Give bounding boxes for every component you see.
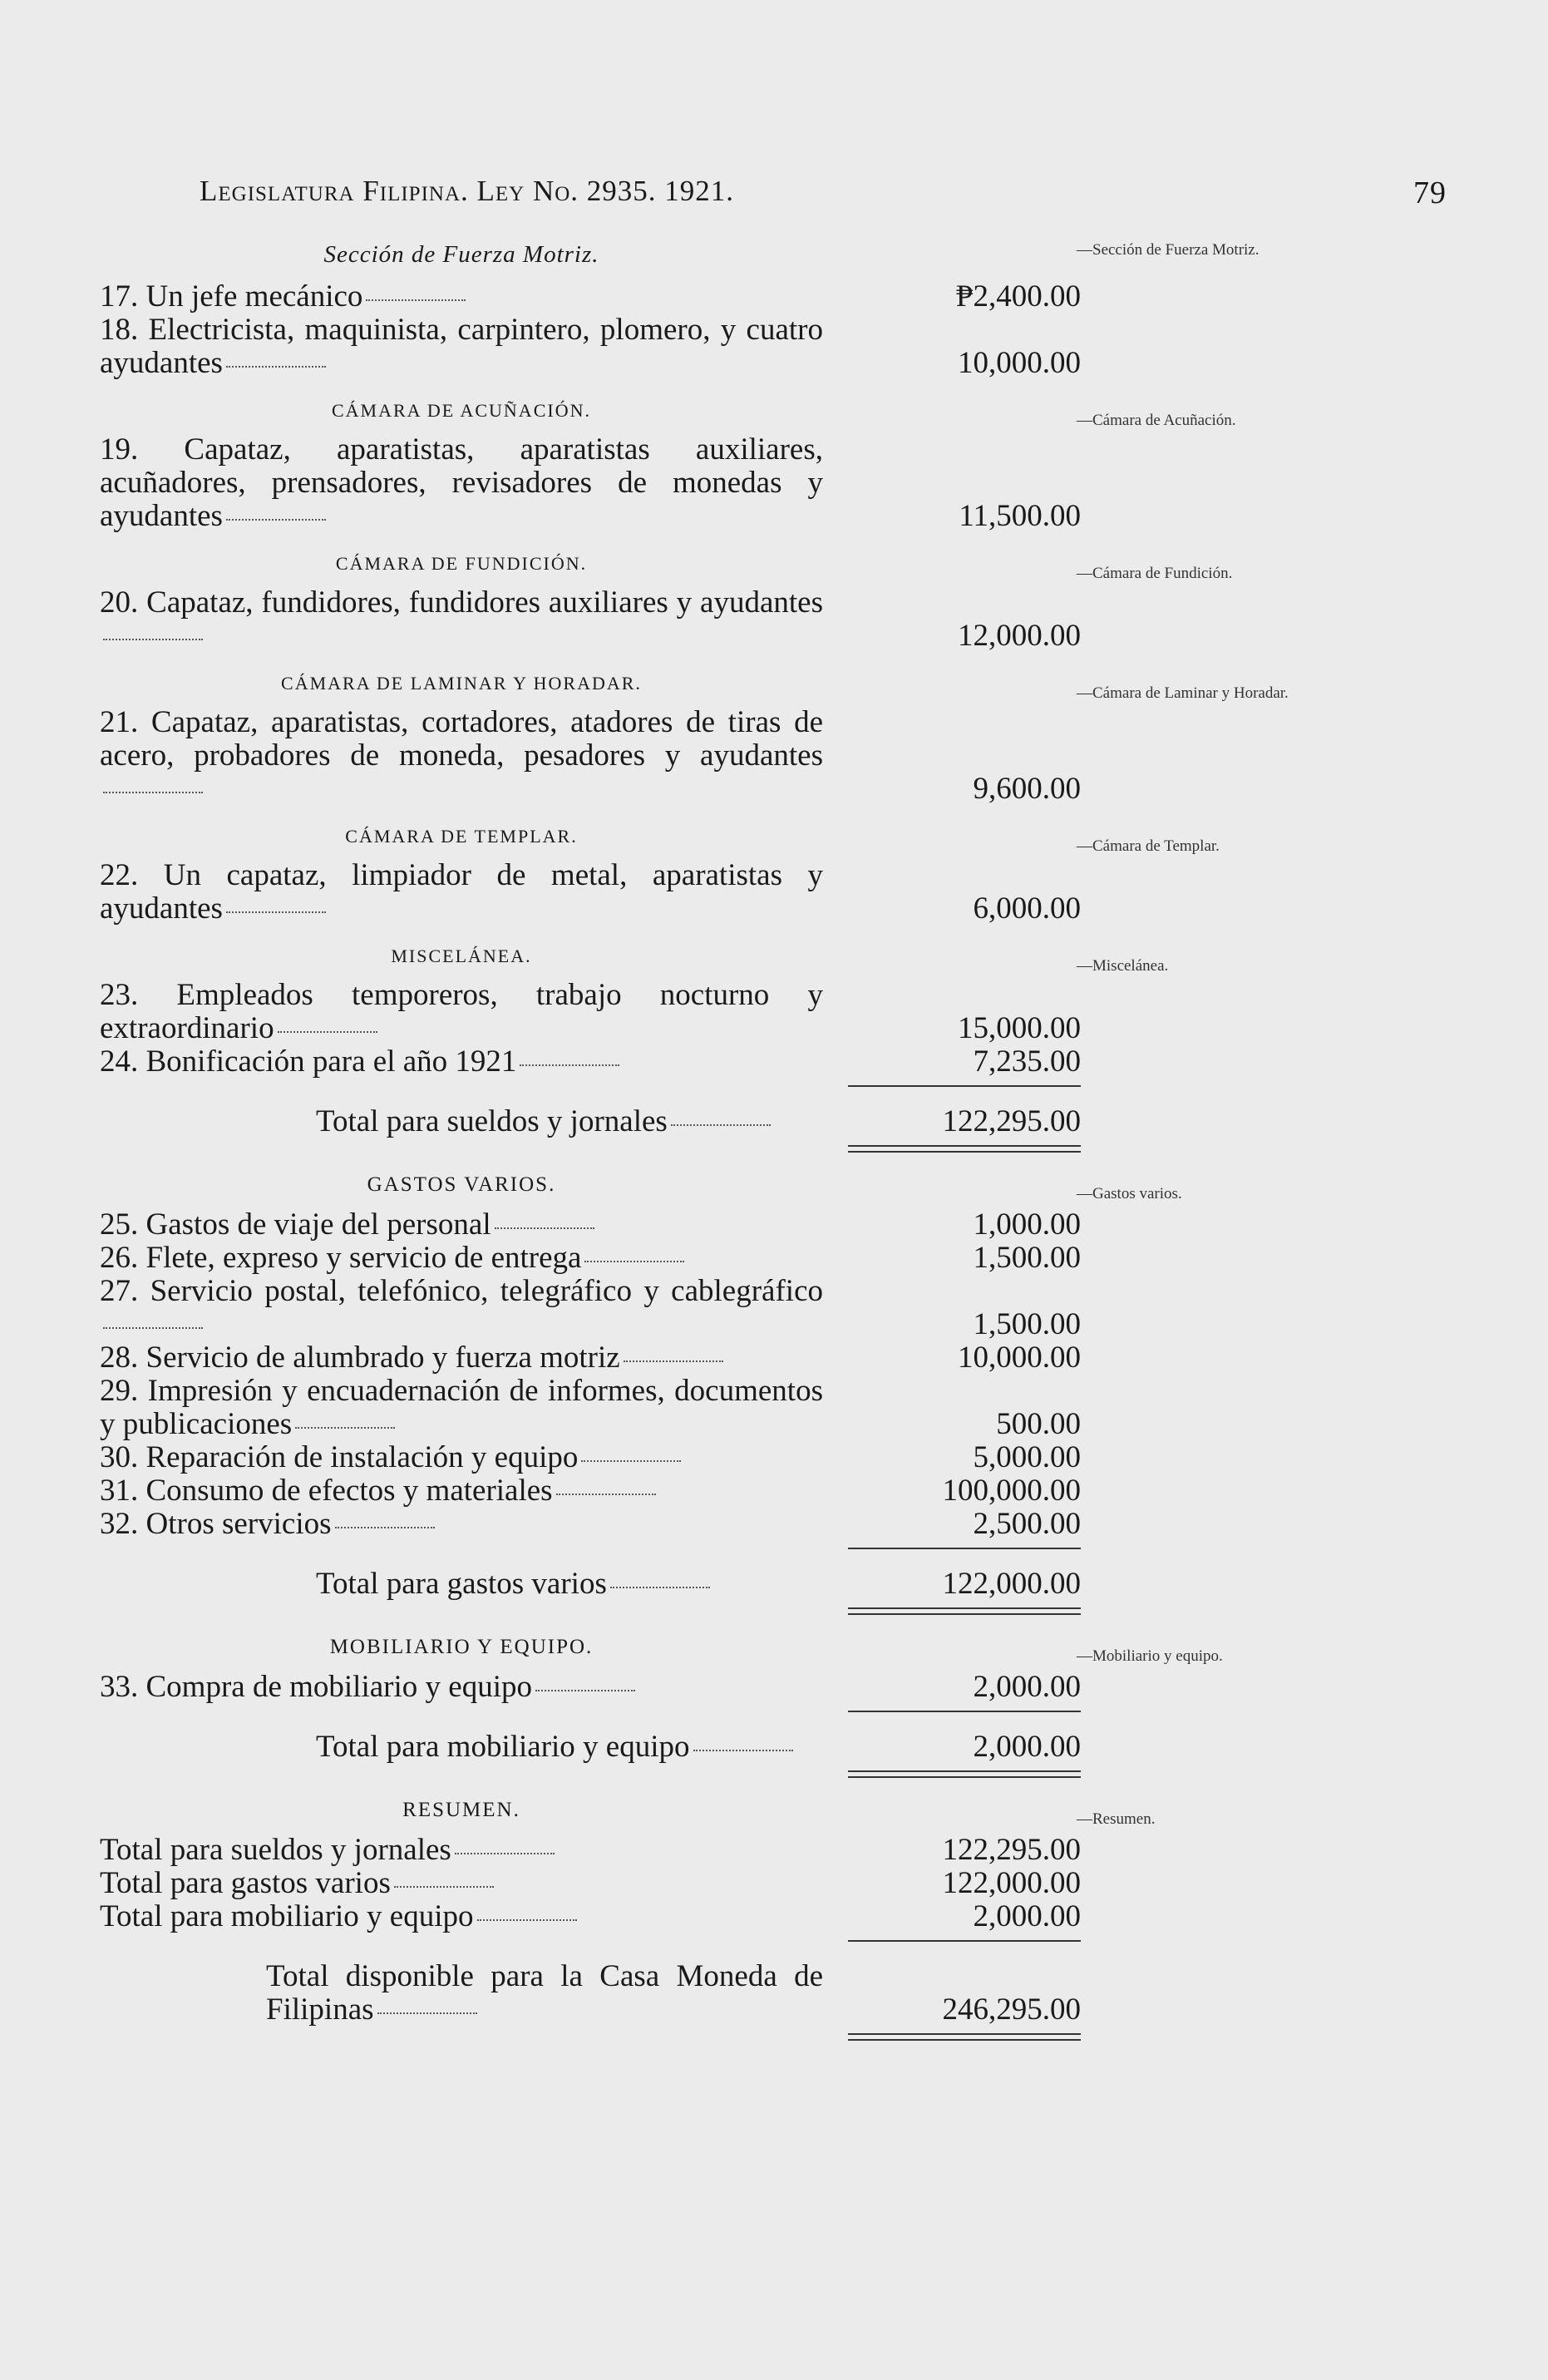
budget-section bbox=[100, 826, 1220, 926]
line-item-label: 33. Compra de mobiliario y equipo bbox=[100, 1670, 532, 1704]
section-heading: CÁMARA DE ACUÑACIÓN. bbox=[332, 400, 591, 421]
line-item-label: 29. Impresión y encuadernación de informes, documentos y publicaciones bbox=[100, 1374, 823, 1441]
dot-leader bbox=[477, 1919, 577, 1921]
line-item-amount: ₱2,400.00 bbox=[955, 279, 1081, 314]
dot-leader bbox=[394, 1886, 494, 1888]
single-rule bbox=[100, 1933, 1081, 1948]
line-item-label: 21. Capataz, aparatistas, cortadores, atadores de tiras de acero, probadores de moneda, pesadores y ayudantes bbox=[100, 705, 823, 773]
dot-leader bbox=[581, 1460, 681, 1462]
margin-note: —Mobiliario y equipo. bbox=[1077, 1647, 1223, 1665]
line-item-amount: 7,235.00 bbox=[973, 1044, 1081, 1079]
line-item-label: 24. Bonificación para el año 1921 bbox=[100, 1044, 517, 1079]
line-item-label: Total para gastos varios bbox=[100, 1866, 391, 1900]
line-item-amount: 100,000.00 bbox=[942, 1474, 1081, 1508]
line-item bbox=[100, 314, 1081, 380]
line-item-label: 20. Capataz, fundidores, fundidores auxiliares y ayudantes bbox=[100, 585, 823, 620]
line-item-text bbox=[100, 859, 823, 926]
section-heading: CÁMARA DE FUNDICIÓN. bbox=[335, 553, 588, 574]
line-item-amount: 2,000.00 bbox=[973, 1899, 1081, 1933]
line-item-label: Total para mobiliario y equipo bbox=[100, 1899, 474, 1933]
line-item-amount: 1,000.00 bbox=[973, 1207, 1081, 1242]
line-item-amount: 9,600.00 bbox=[973, 772, 1081, 806]
rule-line bbox=[848, 1607, 1081, 1615]
line-item-text bbox=[100, 1341, 823, 1375]
line-item-text bbox=[100, 1474, 823, 1508]
dot-leader bbox=[226, 366, 326, 368]
dot-leader bbox=[335, 1527, 435, 1528]
spacer bbox=[100, 1948, 1081, 1960]
line-item-text bbox=[100, 433, 823, 533]
dot-leader bbox=[103, 792, 203, 793]
margin-note: —Cámara de Laminar y Horadar. bbox=[1077, 684, 1289, 702]
line-item-text bbox=[100, 1375, 823, 1441]
line-item bbox=[100, 1731, 1081, 1764]
line-item-text bbox=[100, 1671, 823, 1704]
line-item-text bbox=[100, 1867, 823, 1900]
line-item-amount: 5,000.00 bbox=[973, 1440, 1081, 1474]
line-item-amount: 1,500.00 bbox=[973, 1241, 1081, 1275]
dot-leader bbox=[693, 1750, 793, 1751]
margin-note: —Gastos varios. bbox=[1077, 1185, 1182, 1202]
line-item-text bbox=[100, 1275, 823, 1341]
double-rule bbox=[100, 2027, 1081, 2042]
line-item bbox=[100, 1834, 1081, 1867]
line-item-text bbox=[100, 1568, 823, 1601]
page-number: 79 bbox=[1413, 175, 1447, 210]
rule-line bbox=[848, 1085, 1081, 1087]
line-item-label: 22. Un capataz, limpiador de metal, aparatistas y ayudantes bbox=[100, 858, 823, 926]
line-item-amount: 11,500.00 bbox=[959, 499, 1081, 533]
section-heading: RESUMEN. bbox=[402, 1799, 520, 1821]
line-item-label: Total para mobiliario y equipo bbox=[316, 1730, 690, 1764]
line-item-text bbox=[100, 1960, 823, 2027]
line-item bbox=[100, 1568, 1081, 1601]
double-rule bbox=[100, 1764, 1081, 1779]
line-item-text bbox=[100, 314, 823, 380]
dot-leader bbox=[610, 1587, 710, 1588]
spacer bbox=[100, 1719, 1081, 1731]
budget-section bbox=[100, 946, 1169, 1153]
dot-leader bbox=[295, 1427, 395, 1429]
dot-leader bbox=[103, 639, 203, 640]
line-item-amount: 10,000.00 bbox=[958, 346, 1081, 380]
dot-leader bbox=[278, 1031, 377, 1033]
page-header bbox=[200, 175, 1447, 216]
line-item-amount: 2,000.00 bbox=[973, 1670, 1081, 1704]
line-item-amount: 122,000.00 bbox=[942, 1866, 1081, 1900]
budget-section bbox=[100, 241, 1260, 380]
section-heading: CÁMARA DE LAMINAR Y HORADAR. bbox=[281, 673, 642, 694]
section-heading: Sección de Fuerza Motriz. bbox=[323, 241, 599, 268]
margin-note: —Miscelánea. bbox=[1077, 957, 1169, 975]
line-item bbox=[100, 1045, 1081, 1079]
line-item bbox=[100, 1441, 1081, 1474]
line-item-label: 27. Servicio postal, telefónico, telegráfico y cablegráfico bbox=[100, 1274, 823, 1308]
line-item-label: 28. Servicio de alumbrado y fuerza motriz bbox=[100, 1341, 620, 1375]
rule-line bbox=[848, 1770, 1081, 1778]
line-item bbox=[100, 1242, 1081, 1275]
line-item-text bbox=[100, 1045, 823, 1079]
margin-note: —Cámara de Acuñación. bbox=[1077, 412, 1236, 429]
dot-leader bbox=[535, 1690, 635, 1691]
margin-note: —Sección de Fuerza Motriz. bbox=[1077, 241, 1260, 259]
line-item bbox=[100, 1275, 1081, 1341]
line-item-text bbox=[100, 1508, 823, 1541]
line-item bbox=[100, 280, 1081, 314]
section-heading: MISCELÁNEA. bbox=[391, 946, 532, 966]
section-heading: MOBILIARIO Y EQUIPO. bbox=[329, 1636, 594, 1658]
line-item bbox=[100, 1671, 1081, 1704]
budget-section bbox=[100, 1799, 1156, 2042]
dot-leader bbox=[671, 1124, 771, 1126]
line-item-amount: 122,000.00 bbox=[942, 1567, 1081, 1601]
line-item bbox=[100, 586, 1081, 653]
line-item-amount: 15,000.00 bbox=[958, 1011, 1081, 1045]
single-rule bbox=[100, 1079, 1081, 1094]
margin-note: —Resumen. bbox=[1077, 1810, 1156, 1828]
line-item bbox=[100, 1341, 1081, 1375]
budget-section bbox=[100, 553, 1233, 653]
double-rule bbox=[100, 1601, 1081, 1616]
line-item-text bbox=[100, 979, 823, 1045]
document-body bbox=[100, 241, 1289, 2042]
line-item bbox=[100, 706, 1081, 806]
margin-note: —Cámara de Fundición. bbox=[1077, 565, 1233, 582]
line-item-label: Total disponible para la Casa Moneda de Filipinas bbox=[266, 1959, 823, 2027]
dot-leader bbox=[226, 519, 326, 521]
line-item bbox=[100, 1960, 1081, 2027]
line-item-amount: 12,000.00 bbox=[958, 619, 1081, 653]
line-item-text bbox=[100, 1441, 823, 1474]
rule-line bbox=[848, 1940, 1081, 1942]
line-item-amount: 122,295.00 bbox=[942, 1104, 1081, 1138]
dot-leader bbox=[455, 1853, 555, 1854]
rule-line bbox=[848, 1145, 1081, 1153]
line-item bbox=[100, 1208, 1081, 1242]
line-item-amount: 2,500.00 bbox=[973, 1507, 1081, 1541]
line-item-amount: 122,295.00 bbox=[942, 1833, 1081, 1867]
line-item-text bbox=[100, 1242, 823, 1275]
line-item-label: 26. Flete, expreso y servicio de entrega bbox=[100, 1241, 582, 1275]
line-item-label: 25. Gastos de viaje del personal bbox=[100, 1207, 491, 1242]
dot-leader bbox=[103, 1327, 203, 1329]
line-item bbox=[100, 1375, 1081, 1441]
line-item-amount: 246,295.00 bbox=[942, 1992, 1081, 2027]
line-item-text bbox=[100, 1208, 823, 1242]
budget-section bbox=[100, 400, 1236, 533]
margin-note: —Cámara de Templar. bbox=[1077, 837, 1220, 855]
line-item-label: Total para gastos varios bbox=[316, 1567, 607, 1601]
running-title: Legislatura Filipina. Ley No. 2935. 1921. bbox=[200, 175, 735, 207]
line-item bbox=[100, 1508, 1081, 1541]
line-item bbox=[100, 859, 1081, 926]
single-rule bbox=[100, 1541, 1081, 1556]
line-item-label: 19. Capataz, aparatistas, aparatistas auxiliares, acuñadores, prensadores, revisadores de monedas y ayudantes bbox=[100, 432, 823, 533]
line-item-label: 23. Empleados temporeros, trabajo nocturno y extraordinario bbox=[100, 978, 823, 1045]
line-item-amount: 6,000.00 bbox=[973, 891, 1081, 926]
single-rule bbox=[100, 1704, 1081, 1719]
rule-line bbox=[848, 1548, 1081, 1549]
line-item bbox=[100, 1867, 1081, 1900]
line-item bbox=[100, 1900, 1081, 1933]
dot-leader bbox=[624, 1360, 723, 1362]
line-item-amount: 2,000.00 bbox=[973, 1730, 1081, 1764]
line-item-label: 32. Otros servicios bbox=[100, 1507, 332, 1541]
budget-section bbox=[100, 1173, 1182, 1616]
line-item-amount: 10,000.00 bbox=[958, 1341, 1081, 1375]
line-item-label: 18. Electricista, maquinista, carpintero, plomero, y cuatro ayudantes bbox=[100, 313, 823, 380]
line-item-label: 31. Consumo de efectos y materiales bbox=[100, 1474, 553, 1508]
dot-leader bbox=[377, 2012, 477, 2014]
rule-line bbox=[848, 1711, 1081, 1712]
line-item bbox=[100, 433, 1081, 533]
dot-leader bbox=[495, 1227, 594, 1229]
dot-leader bbox=[366, 299, 466, 301]
line-item-label: Total para sueldos y jornales bbox=[100, 1833, 451, 1867]
line-item-text bbox=[100, 1105, 823, 1138]
section-heading: GASTOS VARIOS. bbox=[367, 1173, 556, 1196]
line-item bbox=[100, 1474, 1081, 1508]
line-item-label: Total para sueldos y jornales bbox=[316, 1104, 668, 1138]
double-rule bbox=[100, 1138, 1081, 1153]
line-item-text bbox=[100, 586, 823, 653]
line-item-label: 30. Reparación de instalación y equipo bbox=[100, 1440, 579, 1474]
dot-leader bbox=[584, 1261, 684, 1262]
budget-section bbox=[100, 1636, 1223, 1779]
rule-line bbox=[848, 2033, 1081, 2041]
dot-leader bbox=[226, 911, 326, 913]
line-item-amount: 500.00 bbox=[996, 1407, 1081, 1441]
line-item bbox=[100, 1105, 1081, 1138]
spacer bbox=[100, 1556, 1081, 1568]
line-item-text bbox=[100, 280, 823, 314]
dot-leader bbox=[520, 1064, 619, 1066]
line-item-text bbox=[100, 1731, 823, 1764]
dot-leader bbox=[556, 1494, 656, 1495]
line-item-label: 17. Un jefe mecánico bbox=[100, 279, 363, 314]
budget-section bbox=[100, 673, 1289, 806]
line-item bbox=[100, 979, 1081, 1045]
section-heading: CÁMARA DE TEMPLAR. bbox=[345, 826, 578, 847]
line-item-text bbox=[100, 1834, 823, 1867]
line-item-text bbox=[100, 1900, 823, 1933]
spacer bbox=[100, 1094, 1081, 1105]
line-item-amount: 1,500.00 bbox=[973, 1307, 1081, 1341]
line-item-text bbox=[100, 706, 823, 806]
